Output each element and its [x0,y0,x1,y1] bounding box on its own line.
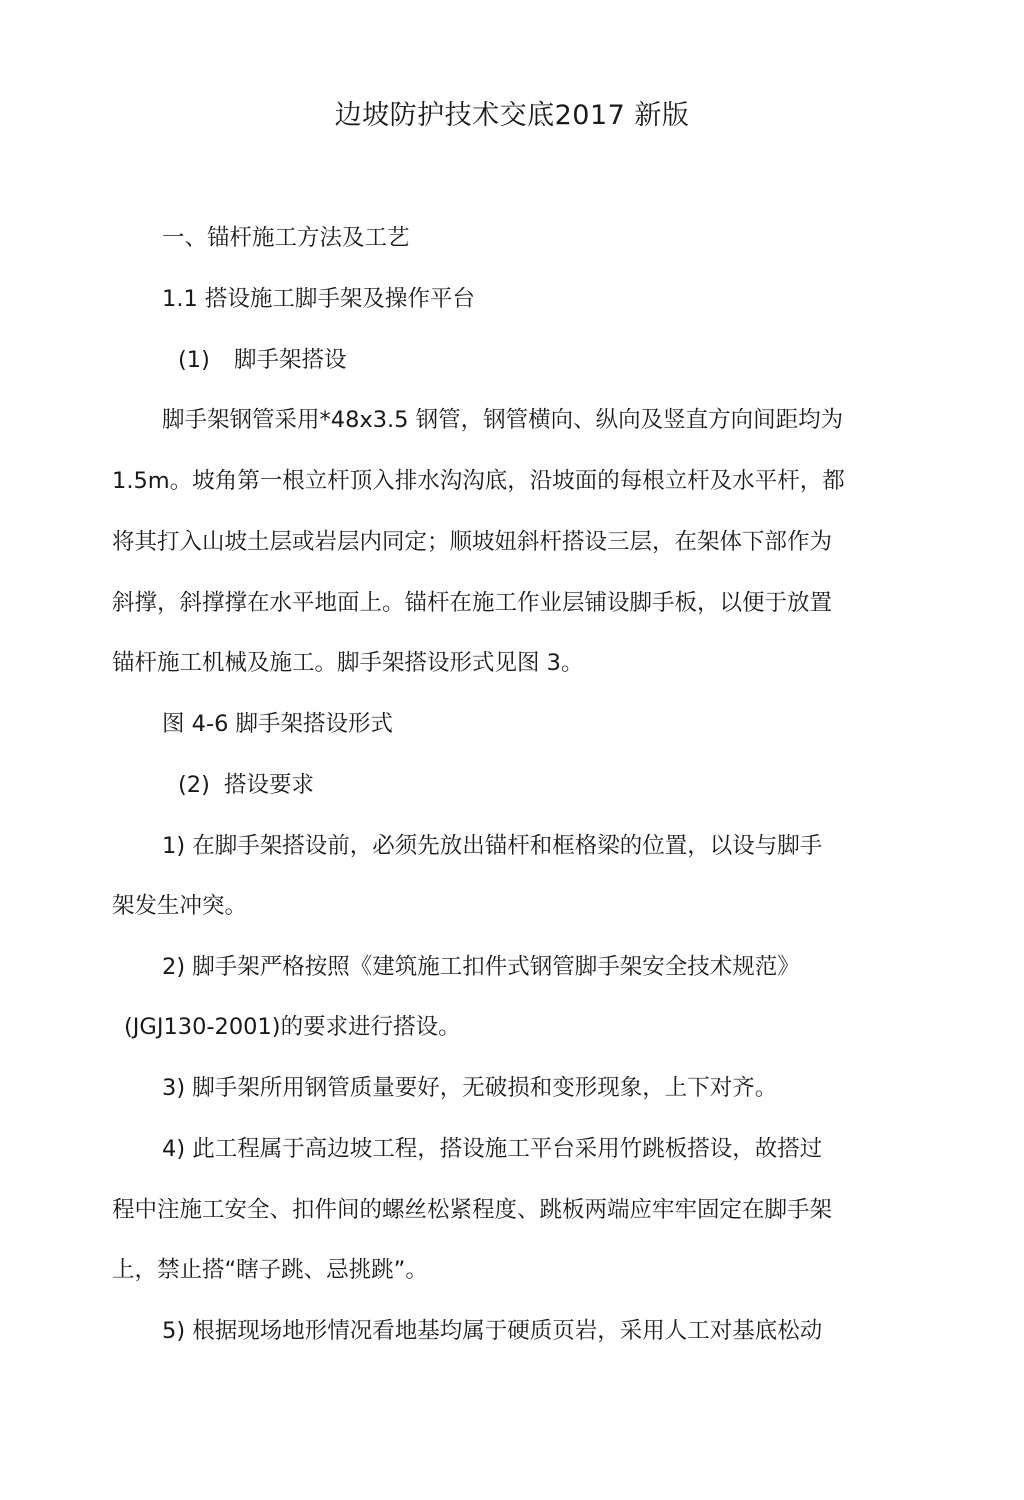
paragraph-1-line-4: 斜撑，斜撑撑在水平地面上。锚杆在施工作业层铺设脚手板，以便于放置 [112,590,833,616]
item-2-number: (2) [178,772,210,798]
paragraph-1-line-2: 1.5m。坡角第一根立杆顶入排水沟沟底，沿坡面的每根立杆及水平杆，都 [112,468,845,494]
figure-caption: 图 4-6 脚手架搭设形式 [162,711,394,737]
item-1-number: (1) [178,347,210,373]
requirement-4-line-1: 4) 此工程属于高边坡工程，搭设施工平台采用竹跳板搭设，故搭过 [162,1136,823,1162]
requirement-2-line-1: 2) 脚手架严格按照《建筑施工扣件式钢管脚手架安全技术规范》 [162,954,800,980]
document-title: 边坡防护技术交底2017 新版 [334,100,690,131]
requirement-3-line-1: 3) 脚手架所用钢管质量要好，无破损和变形现象，上下对齐。 [162,1075,778,1101]
requirement-4-line-3: 上，禁止搭“瞎子跳、忌挑跳”。 [112,1257,428,1283]
requirement-5-line-1: 5) 根据现场地形情况看地基均属于硬质页岩，采用人工对基底松动 [162,1318,823,1344]
section-heading: 一、锚杆施工方法及工艺 [162,225,410,251]
subsection-heading: 1.1 搭设施工脚手架及操作平台 [162,286,475,312]
requirement-4-line-2: 程中注施工安全、扣件间的螺丝松紧程度、跳板两端应牢牢固定在脚手架 [112,1197,833,1223]
paragraph-1-line-5: 锚杆施工机械及施工。脚手架搭设形式见图 3。 [112,650,584,676]
item-1-label: 脚手架搭设 [234,347,347,373]
requirement-2-line-2: (JGJ130-2001)的要求进行搭设。 [124,1014,461,1040]
item-1-heading [178,343,347,377]
item-2-heading [178,768,314,802]
item-2-label: 搭设要求 [224,772,315,798]
requirement-1-line-1: 1) 在脚手架搭设前，必须先放出锚杆和框格梁的位置，以设与脚手 [162,833,823,859]
paragraph-1-line-1: 脚手架钢管采用*48x3.5 钢管，钢管横向、纵向及竖直方向间距均为 [162,407,844,433]
paragraph-1-line-3: 将其打入山坡土层或岩层内同定；顺坡妞斜杆搭设三层，在架体下部作为 [112,529,833,555]
requirement-1-line-2: 架发生冲突。 [112,893,248,919]
